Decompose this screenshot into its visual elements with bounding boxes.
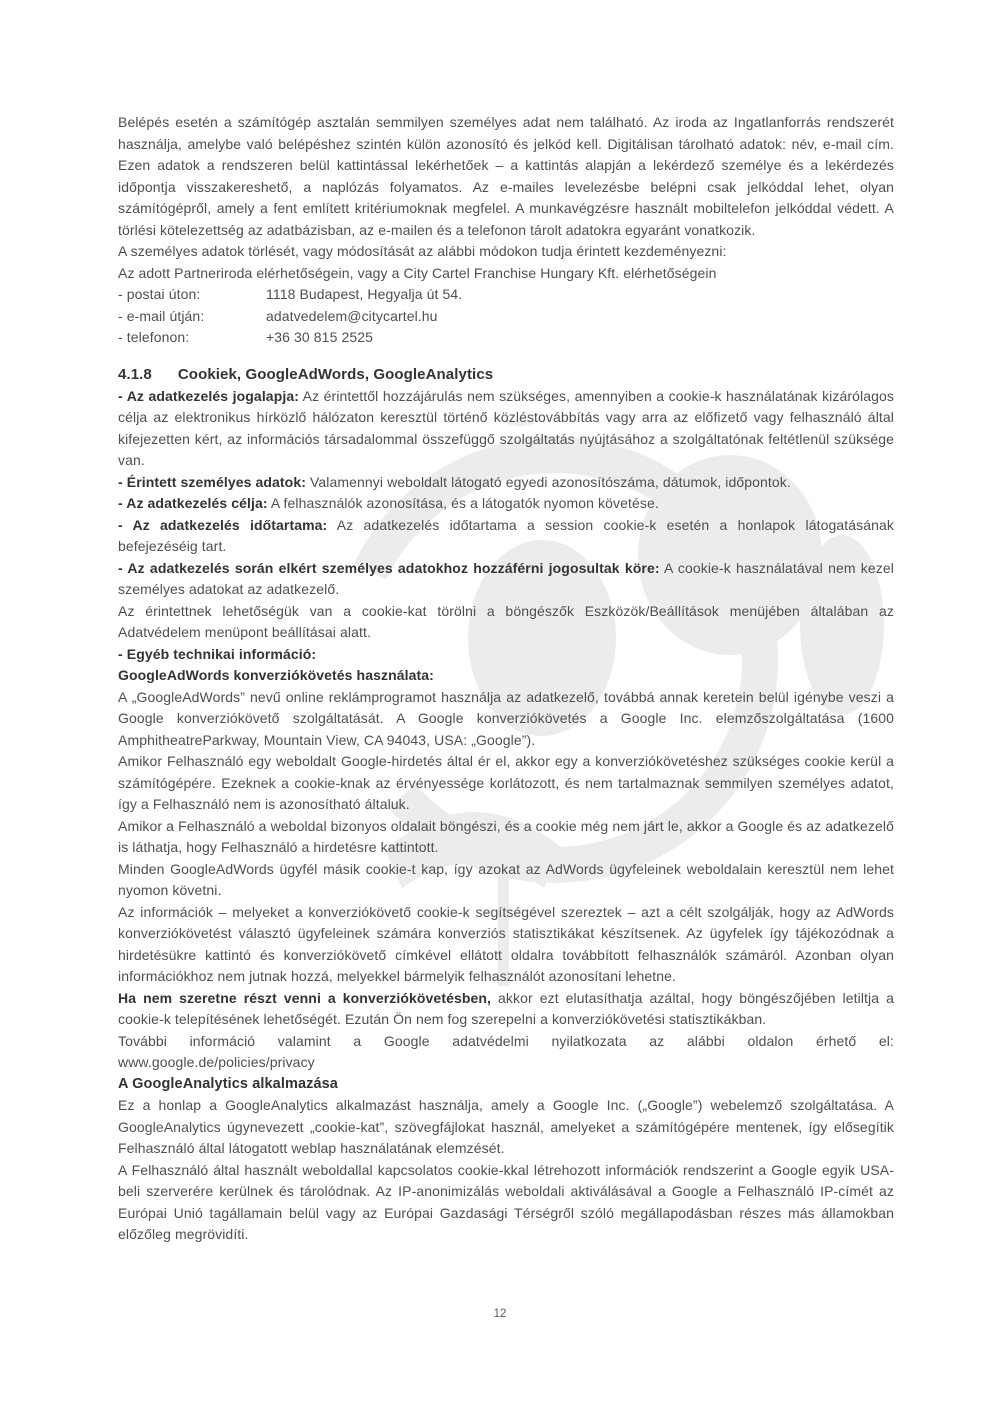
text-affected-data: Valamennyi weboldalt látogató egyedi azonosítószáma, dátumok, időpontok.	[305, 473, 791, 490]
text-access-rights: A cookie-k használatával nem kezel személyes adatokat az adatkezelő.	[118, 559, 894, 597]
heading-other-technical-info: - Egyéb technikai információ:	[118, 645, 317, 662]
paragraph-cookie-delete-note: Az érintettnek lehetőségük van a cookie-kat törölni a böngészők Eszközök/Beállítások menüjében általában az Adatvédelem menüpont beállításai alatt.	[118, 602, 894, 640]
paragraph-more-info: További információ valamint a Google adatvédelmi nyilatkozata az alábbi oldalon érhető el:	[118, 1032, 894, 1049]
paragraph-affected-data	[118, 472, 894, 494]
contact-row-email	[118, 306, 894, 328]
paragraph-office-security: Belépés esetén a számítógép asztalán semmilyen személyes adat nem található. Az iroda az Ingatlanforrás rendszerét használja, amelybe való belépéshez szintén külön azonosító és jelkód kell. Digitálisan tárolható adatok: név, e-mail cím. Ezen adatok a rendszeren belül kattintással lekérhetőek – a kattintás alapján a lekérdező személye és a lekérdezés időpontja visszakereshető, a naplózás folyamatos. Az e-mailes levelezésbe belépni csak jelkóddal lehet, olyan számítógépről, amely a fent említett kritériumoknak megfelel. A munkavégzésre használt mobiltelefon jelkóddal védett. A törlési kötelezettség az adatbázisban, az e-mailen és a telefonon tárolt adatokra egyaránt vonatkozik.	[118, 114, 894, 238]
google-privacy-url: www.google.de/policies/privacy	[118, 1054, 315, 1070]
paragraph-adwords-cookie: Amikor Felhasználó egy weboldalt Google-hirdetés által ér el, akkor egy a konverziókövetéshez szükséges cookie kerül a számítógépére. Ezeknek a cookie-knak az érvényessége korlátozott, és nem tartalmaznak semmilyen személyes adatot, így a Felhasználó nem is azonosítható általuk.	[118, 753, 894, 812]
paragraph-adwords-clients: Minden GoogleAdWords ügyfél másik cookie-t kap, így azokat az AdWords ügyfeleinek weboldalain keresztül nem lehet nyomon követni.	[118, 860, 894, 898]
section-number: 4.1.8	[118, 365, 152, 383]
contact-label-phone: - telefonon:	[118, 329, 190, 345]
paragraph-analytics-ip: A Felhasználó által használt weboldallal kapcsolatos cookie-kkal létrehozott információk rendszerint a Google egyik USA-beli szerverére kerülnek és tárolódnak. Az IP-anonimizálás weboldali aktiválásával a Google a Felhasználó IP-címét az Európai Unió tagállamain belül vagy az Európai Gazdasági Térségről szóló megállapodásban részes más államokban előzőleg megrövidíti.	[118, 1161, 894, 1242]
heading-adwords-conversion: GoogleAdWords konverziókövetés használata:	[118, 667, 434, 683]
section-heading-cookies	[118, 364, 894, 386]
text-purpose: A felhasználók azonosítása, és a látogatók nyomon követése.	[267, 495, 659, 511]
paragraph-access-rights	[118, 558, 894, 601]
bold-lead-purpose: - Az adatkezelés célja:	[118, 495, 268, 511]
paragraph-deletion-intro: A személyes adatok törlését, vagy módosítását az alábbi módokon tudja érintett kezdeményezni:	[118, 243, 727, 259]
paragraph-purpose	[118, 493, 894, 515]
text-legal-basis: Az érintettől hozzájárulás nem szükséges, amennyiben a cookie-k használatának kizárólagos célja az elektronikus hírközlő hálózaton keresztül történő közléstovábbítás vagy arra az előfizető vagy felhasználó által kifejezetten kért, az információs társadalommal összefüggő szolgáltatás nyújtásához a szolgáltatónak feltétlenül szüksége van.	[118, 387, 894, 468]
page-content	[118, 112, 894, 1246]
contact-value-phone-number: +36 30 815 2525	[266, 329, 373, 345]
paragraph-adwords-statistics: Az információk – melyeket a konverziókövető cookie-k segítségével szereztek – azt a célt szolgálják, hogy az AdWords konverziókövetést választó ügyfeleinek számára konverziós statisztikákat készítsenek. Az ügyfelek így tájékozódnak a hirdetésükre kattintó és konverziókövető címkével ellátott oldalra továbbított felhasználók számáról. Azonban olyan információkhoz nem jutnak hozzá, melyekkel bármelyik felhasználót azonosítani lehetne.	[118, 903, 894, 984]
paragraph-adwords-browsing: Amikor a Felhasználó a weboldal bizonyos oldalait böngészi, és a cookie még nem járt le, akkor a Google és az adatkezelő is láthatja, hogy Felhasználó a hirdetésre kattintott.	[118, 817, 894, 855]
contact-value-postal-address: 1118 Budapest, Hegyalja út 54.	[266, 286, 463, 302]
bold-lead-legal-basis: - Az adatkezelés jogalapja:	[118, 387, 299, 404]
text-optout: akkor ezt elutasíthatja azáltal, hogy böngészőjében letiltja a cookie-k telepítésének lehetőségét. Ezután Ön nem fog szerepelni a konverziókövetési statisztikákban.	[118, 989, 895, 1027]
contact-label-postal: - postai úton:	[118, 286, 201, 302]
paragraph-duration	[118, 515, 894, 558]
contact-row-phone	[118, 327, 894, 349]
contact-label-email: - e-mail útján:	[118, 307, 205, 324]
contact-row-postal	[118, 284, 894, 306]
bold-lead-duration: - Az adatkezelés időtartama:	[118, 516, 328, 533]
bold-lead-affected-data: - Érintett személyes adatok:	[118, 473, 306, 490]
paragraph-optout	[118, 988, 894, 1031]
paragraph-legal-basis	[118, 386, 894, 472]
contact-value-email-address: adatvedelem@citycartel.hu	[266, 307, 438, 324]
page-number: 12	[493, 1308, 507, 1320]
paragraph-analytics-usage: Ez a honlap a GoogleAnalytics alkalmazást használja, amely a Google Inc. („Google”) webelemző szolgáltatása. A GoogleAnalytics úgynevezett „cookie-kat”, szövegfájlokat használ, amelyeket a számítógépére mentenek, így elősegítik Felhasználó által látogatott weblap használatának elemzését.	[118, 1097, 894, 1156]
text-duration: Az adatkezelés időtartama a session cookie-k esetén a honlapok látogatásának befejezéséig tart.	[118, 516, 894, 554]
paragraph-contact-intro: Az adott Partneriroda elérhetőségein, vagy a City Cartel Franchise Hungary Kft. elérhetőségein	[118, 264, 717, 281]
bold-lead-access-rights: - Az adatkezelés során elkért személyes adatokhoz hozzáférni jogosultak köre:	[118, 559, 660, 576]
section-title: Cookiek, GoogleAdWords, GoogleAnalytics	[177, 365, 494, 383]
paragraph-adwords-program: A „GoogleAdWords” nevű online reklámprogramot használja az adatkezelő, továbbá annak keretein belül igénybe veszi a Google konverziókövető szolgáltatását. A Google konverziókövetés a Google Inc. elemzőszolgáltatása (1600 AmphitheatreParkway, Mountain View, CA 94043, USA: „Google”).	[118, 688, 894, 748]
heading-google-analytics: A GoogleAnalytics alkalmazása	[118, 1075, 338, 1092]
bold-lead-optout: Ha nem szeretne részt venni a konverziókövetésben,	[118, 989, 492, 1006]
